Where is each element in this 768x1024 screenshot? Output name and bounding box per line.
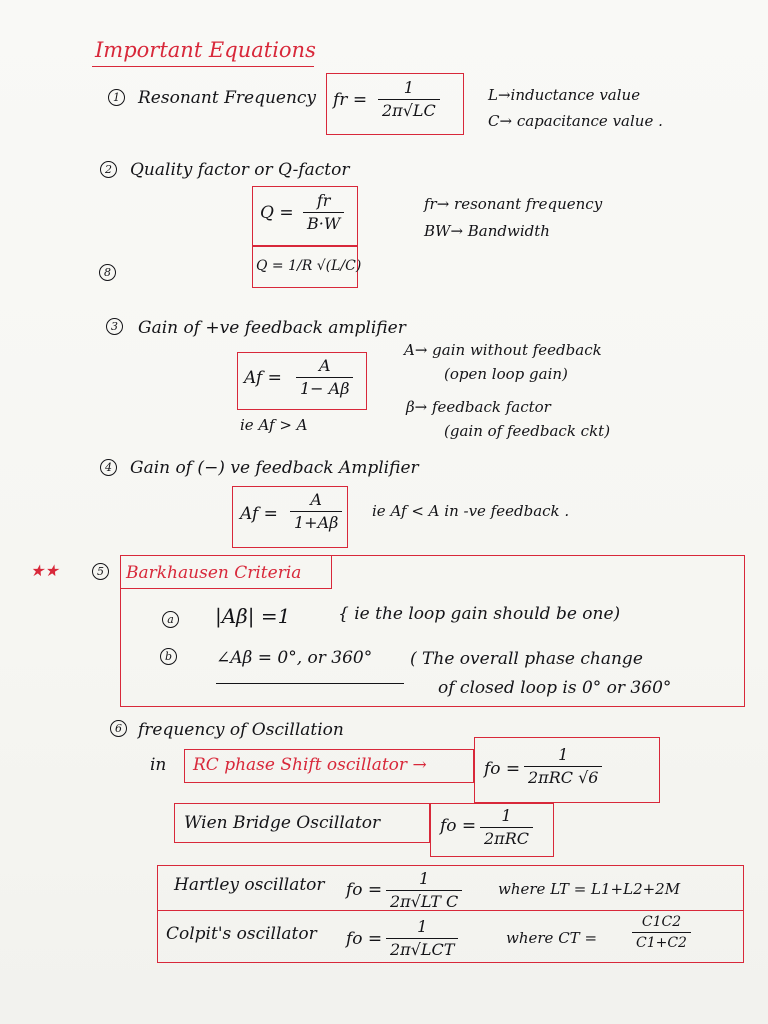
hartley-fraction xyxy=(386,871,462,910)
positive-feedback-fraction xyxy=(296,358,353,397)
fraction-numerator: 1 xyxy=(419,869,430,888)
fraction-denominator: 2π√LT C xyxy=(386,890,462,910)
fraction-denominator: 2πRC √6 xyxy=(524,766,602,786)
section-2-label: Quality factor or Q-factor xyxy=(130,160,350,180)
fraction-denominator: 1− Aβ xyxy=(296,377,353,397)
q-factor-formula-2: Q = 1/R √(L/C) xyxy=(256,258,362,274)
fraction-numerator: fr xyxy=(316,191,331,210)
resonant-frequency-fraction xyxy=(378,80,440,119)
section-2-number: 2 xyxy=(100,161,117,178)
fraction-denominator: 1+Aβ xyxy=(290,511,342,531)
section-2b-number: 8 xyxy=(99,264,116,281)
fraction-numerator: A xyxy=(318,356,331,375)
wien-bridge-lhs: fo = xyxy=(440,816,477,836)
rc-oscillator-label: RC phase Shift oscillator → xyxy=(193,755,427,775)
fraction-denominator: C1+C2 xyxy=(632,932,691,950)
rc-oscillator-fraction xyxy=(524,747,602,786)
colpitts-ct-fraction xyxy=(632,915,691,950)
rc-oscillator-lhs: fo = xyxy=(484,759,521,779)
fraction-numerator: 1 xyxy=(403,78,414,97)
colpitts-lhs: fo = xyxy=(346,929,383,949)
criterion-b-underline xyxy=(216,683,404,684)
negative-feedback-note: ie Af < A in -ve feedback . xyxy=(372,502,570,520)
importance-stars: ★★ xyxy=(30,561,59,580)
section-3-number: 3 xyxy=(106,318,123,335)
fraction-denominator: B·W xyxy=(303,212,344,232)
section-6-label-in: in xyxy=(150,755,167,775)
fraction-denominator: 2πRC xyxy=(480,827,533,847)
criterion-a-equation: |Aβ| =1 xyxy=(215,604,291,628)
criterion-a-note: { ie the loop gain should be one) xyxy=(338,604,621,624)
inductance-note: L→inductance value xyxy=(488,86,641,104)
negative-feedback-fraction xyxy=(290,492,342,531)
wien-bridge-fraction xyxy=(480,808,533,847)
colpitts-where: where CT = xyxy=(506,929,598,947)
section-4-label: Gain of (−) ve feedback Amplifier xyxy=(130,458,419,478)
resonant-frequency-note: fr→ resonant frequency xyxy=(424,195,603,213)
wien-bridge-label: Wien Bridge Oscillator xyxy=(184,813,381,833)
fraction-numerator: A xyxy=(310,490,322,509)
fraction-numerator: C1C2 xyxy=(641,914,682,930)
criterion-a-mark: a xyxy=(162,611,179,628)
resonant-frequency-lhs: fr = xyxy=(333,90,368,110)
criterion-b-note: ( The overall phase change xyxy=(410,649,643,669)
feedback-factor-note: β→ feedback factor xyxy=(406,398,551,416)
section-6-number: 6 xyxy=(110,720,127,737)
title-underline xyxy=(92,66,314,67)
q-factor-fraction xyxy=(303,193,344,232)
fraction-denominator: 2π√LCT xyxy=(386,938,458,958)
open-loop-gain-note: A→ gain without feedback xyxy=(404,341,602,359)
positive-feedback-ie: ie Af > A xyxy=(240,416,308,434)
section-1-label: Resonant Frequency xyxy=(138,88,317,108)
q-factor-lhs: Q = xyxy=(260,203,294,223)
section-4-number: 4 xyxy=(100,459,117,476)
hartley-label: Hartley oscillator xyxy=(174,875,325,895)
open-loop-gain-note-2: (open loop gain) xyxy=(444,365,568,383)
fraction-numerator: 1 xyxy=(417,917,428,936)
bandwidth-note: BW→ Bandwidth xyxy=(424,222,550,240)
hartley-lhs: fo = xyxy=(346,880,383,900)
section-1-number: 1 xyxy=(108,89,125,106)
hartley-where: where LT = L1+L2+2M xyxy=(498,880,681,898)
section-6-label: frequency of Oscillation xyxy=(138,720,344,740)
criterion-b-mark: b xyxy=(160,648,177,665)
positive-feedback-lhs: Af = xyxy=(244,368,282,388)
negative-feedback-lhs: Af = xyxy=(240,504,278,524)
feedback-factor-note-2: (gain of feedback ckt) xyxy=(444,422,611,440)
criterion-b-equation: ∠Aβ = 0°, or 360° xyxy=(216,648,373,668)
colpitts-label: Colpit's oscillator xyxy=(166,924,317,944)
section-5-label: Barkhausen Criteria xyxy=(126,563,302,583)
colpitts-fraction xyxy=(386,919,458,958)
section-5-number: 5 xyxy=(92,563,109,580)
capacitance-note: C→ capacitance value . xyxy=(488,112,663,130)
fraction-numerator: 1 xyxy=(558,745,569,764)
criterion-b-note-2: of closed loop is 0° or 360° xyxy=(438,678,672,698)
section-3-label: Gain of +ve feedback amplifier xyxy=(138,318,406,338)
fraction-numerator: 1 xyxy=(501,806,512,825)
fraction-denominator: 2π√LC xyxy=(378,99,440,119)
page-title: Important Equations xyxy=(95,38,316,62)
